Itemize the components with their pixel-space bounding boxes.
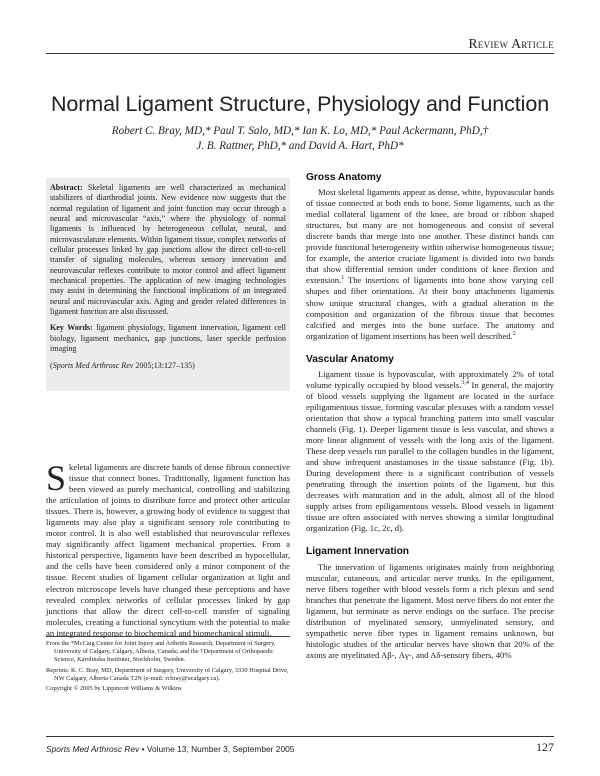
footer-journal-info (46, 744, 294, 754)
keywords-label: Key Words: (50, 323, 93, 333)
section-gross-anatomy (306, 172, 554, 342)
citation-rest: 2005;13:127–135) (133, 360, 195, 370)
footnote-rule (46, 636, 290, 637)
authors-line-1: Robert C. Bray, MD,* Paul T. Salo, MD,* Ian K. Lo, MD,* Paul Ackermann, PhD,† (111, 125, 489, 137)
right-column (306, 172, 554, 673)
abstract-paragraph (50, 183, 286, 317)
footnote-copyright: Copyright © 2005 by Lippincott Williams & Wilkins (46, 685, 182, 693)
abstract-text: Skeletal ligaments are well characterized as mechanical stabilizers of diarthrodial joints. New evidence now suggests that the normal regulation of ligament and joint function may occur through a neural and microvascular “axis,” where the physiology of normal ligaments is influenced by heterogeneous cellular, neural, and microvasculature elements. Within ligament tissue, complex networks of cellular processes linked by gap junctions allow the direct cell-to-cell transfer of signaling molecules, whereas sensory innervation and neurovascular reflexes contribute to motor control and affect ligament mechanical properties. The application of new imaging technologies may assist in determining the functional implications of an integrated neural and microvascular axis. Aging and gender related differences in ligament function are also discussed. (50, 183, 286, 317)
gross-ref-2: 2 (512, 330, 516, 337)
gross-text-2: The insertions of ligaments into bone show varying cell shapes and fiber orientations. At their bony attachments ligaments show unique structural changes, with a gradual alteration in the composition and organization of the fibrous tissue that becomes calcified and merges into the bone surface. The anatomy and organization of ligament insertions has been well described. (306, 275, 554, 341)
abstract-label: Abstract: (50, 183, 83, 192)
header-rule (46, 53, 554, 54)
gross-ref-1: 1 (341, 275, 345, 282)
innervation-paragraph: The innervation of ligaments originates mainly from neighboring muscular, cutaneous, and articular nerve trunks. In the epiligament, nerve fibers together with blood vessels form a rich plexus and send branches that penetrate the ligament. Most nerve fibers do not enter the ligament, but terminate as nerve endings on the surface. The precise distribution of myelinated sensory, unmyelinated sensory, and sympathetic nerve fiber types in ligament remains unknown, but histologic studies of the articular nerves have shown that 20% of the axons are myelinated Aβ-, Aγ-, and Aδ-sensory fibers, 40% (306, 561, 554, 660)
section-ligament-innervation (306, 546, 554, 660)
article-title: Normal Ligament Structure, Physiology and Function (50, 92, 550, 116)
footnote-reprints: Reprints: R. C. Bray, MD, Department of Surgery, University of Calgary, 3330 Hospital Drive, NW Calgary, Alberta Canada T2N (e-mail: rcbray@ucalgary.ca). (46, 666, 289, 682)
gross-text-1: Most skeletal ligaments appear as dense, white, hypovascular bands of tissue connected at both ends to bone. Some ligaments, such as the medial collateral ligament of the knee, are broad or ribbon shaped structures, but many are not homogeneous and consist of several discrete bands that merge into one another. These distinct bands can provide functional heterogeneity within otherwise homogeneous tissue; for example, the anterior cruciate ligament is divided into two bands that show differential tension under conditions of knee flexion and extension. (306, 187, 554, 286)
section-vascular-anatomy (306, 354, 554, 535)
heading-gross-anatomy: Gross Anatomy (306, 172, 382, 183)
footer-journal: Sports Med Arthrosc Rev (46, 744, 140, 754)
gross-paragraph (306, 187, 554, 342)
keywords-paragraph (50, 323, 286, 354)
abstract-box (46, 178, 290, 391)
authors-line-2: J. B. Rattner, PhD,* and David A. Hart, PhD* (196, 139, 404, 152)
footer-rule (46, 736, 554, 737)
keywords-text: ligament physiology, ligament innervation, ligament cell biology, ligament mechanics, gap junctions, laser speckle perfusion imaging (50, 323, 286, 354)
intro-paragraph (46, 458, 290, 639)
footnote-affiliations: From the *McCaig Centre for Joint Injury and Arthritis Research, Department of Surgery, University of Calgary, Calgary, Alberta, Canada; and the †Department of Orthopaedic Science, Karolinska Institutet, Stockholm, Sweden. (46, 640, 276, 664)
footer-issue: • Volume 13, Number 3, September 2005 (139, 744, 295, 754)
vascular-paragraph (306, 369, 554, 535)
footnotes (46, 640, 290, 695)
citation-journal: Sports Med Arthrosc Rev (52, 360, 134, 370)
vascular-text-1: Ligament tissue is hypovascular, with approximately 2% of total volume typically occupied by blood vessels. (306, 368, 554, 390)
intro-text: keletal ligaments are discrete bands of dense fibrous connective tissue that connect bones. Traditionally, ligament function has been viewed as purely mechanical, controlling and stabilizing the articulation of joints to distribute force and protect other articular tissues. There is, however, a growing body of evidence to suggest that ligaments may also play a significant sensory role contributing to motor control. It is also well established that neurovascular reflexes may significantly affect ligament mechanical properties. From a historical perspective, ligaments have been described as hypocellular, and the cells have been considered only a minor component of the tissue. Recent studies of ligament cellular organization at light and electron microscope levels have changed these perceptions and have revealed complex networks of cellular processes linked by gap junctions that allow the direct cell-to-cell transfer of signaling molecules, creating a functional syncytium with the potential to make an integrated response to biochemical and biomechanical stimuli. (46, 462, 290, 638)
drop-cap: S (46, 458, 67, 498)
citation: (Sports Med Arthrosc Rev 2005;13:127–135) (50, 360, 195, 370)
vascular-text-2: In general, the majority of blood vessels supplying the ligament are located in the surface epiligamentous tissue, forming vascular plexuses with a random vessel orientation that show a typical branching pattern into small vascular channels (Fig. 1). Deeper ligament tissue is less vascular, and shows a more linear alignment of vessels with the long axis of the ligament. These deep vessels run parallel to the collagen bundles in the ligament, and show infrequent anastamoses in the tissue substance (Fig. 1b). During development there is a significant contribution of vessels penetrating through the insertion points of the ligament, but this decreases with maturation and in the adult, almost all of the blood supply arises from epiligamentous vessels. Blood vessels in ligament tissue are often associated with nerves showing a similar longitudinal organization (Fig. 1c, 2c, d). (306, 379, 554, 534)
author-list (60, 124, 540, 153)
vascular-ref-1: 3,4 (461, 379, 469, 386)
running-header: Review Article (468, 36, 554, 51)
heading-vascular-anatomy: Vascular Anatomy (306, 353, 394, 365)
heading-ligament-innervation: Ligament Innervation (306, 546, 410, 558)
page-number: 127 (536, 740, 554, 754)
